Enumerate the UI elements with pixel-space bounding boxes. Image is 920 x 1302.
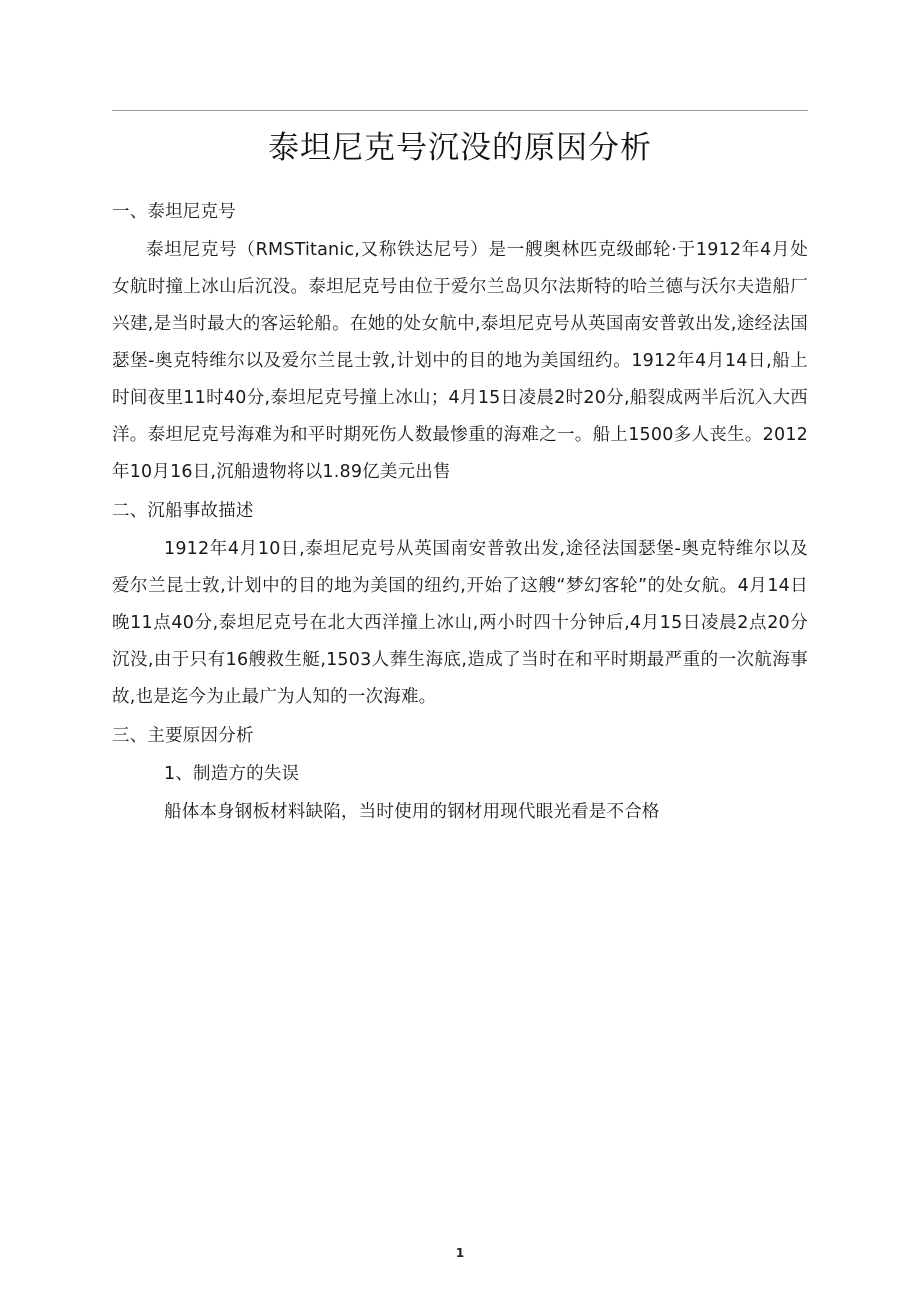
section-paragraph-1: 泰坦尼克号（RMSTitanic,又称铁达尼号）是一艘奥林匹克级邮轮·于1912年4月处女航时撞上冰山后沉没。泰坦尼克号由位于爱尔兰岛贝尔法斯特的哈兰德与沃尔夫造船厂兴建,是当时最大的客运轮船。在她的处女航中,泰坦尼克号从英国南安普敦出发,途经法国瑟堡-奥克特维尔以及爱尔兰昆士敦,计划中的目的地为美国纽约。1912年4月14日,船上时间夜里11时40分,泰坦尼克号撞上冰山；4月15日凌晨2时20分,船裂成两半后沉入大西洋。泰坦尼克号海难为和平时期死伤人数最惨重的海难之一。船上1500多人丧生。2012年10月16日,沉船遗物将以1.89亿美元出售 (112, 240, 808, 483)
header-divider (112, 110, 808, 111)
section-heading-1: 一、泰坦尼克号 (112, 202, 236, 223)
section-subheading-3-1: 1、制造方的失误 (164, 764, 300, 785)
section-paragraph-3-1: 船体本身钢板材料缺陷，当时使用的钢材用现代眼光看是不合格 (164, 802, 660, 823)
section-paragraph-2: 1912年4月10日,泰坦尼克号从英国南安普敦出发,途径法国瑟堡-奥克特维尔以及爱尔兰昆士敦,计划中的目的地为美国的纽约,开始了这艘“梦幻客轮”的处女航。4月14日晚11点40分,泰坦尼克号在北大西洋撞上冰山,两小时四十分钟后,4月15日凌晨2点20分沉没,由于只有16艘救生艇,1503人葬生海底,造成了当时在和平时期最严重的一次航海事故,也是迄今为止最广为人知的一次海难。 (112, 539, 808, 708)
section-heading-3: 三、主要原因分析 (112, 726, 254, 747)
page-number: 1 (455, 1246, 465, 1260)
page-title: 泰坦尼克号沉没的原因分析 (268, 130, 652, 166)
section-heading-2: 二、沉船事故描述 (112, 501, 254, 522)
document-body (112, 194, 808, 831)
